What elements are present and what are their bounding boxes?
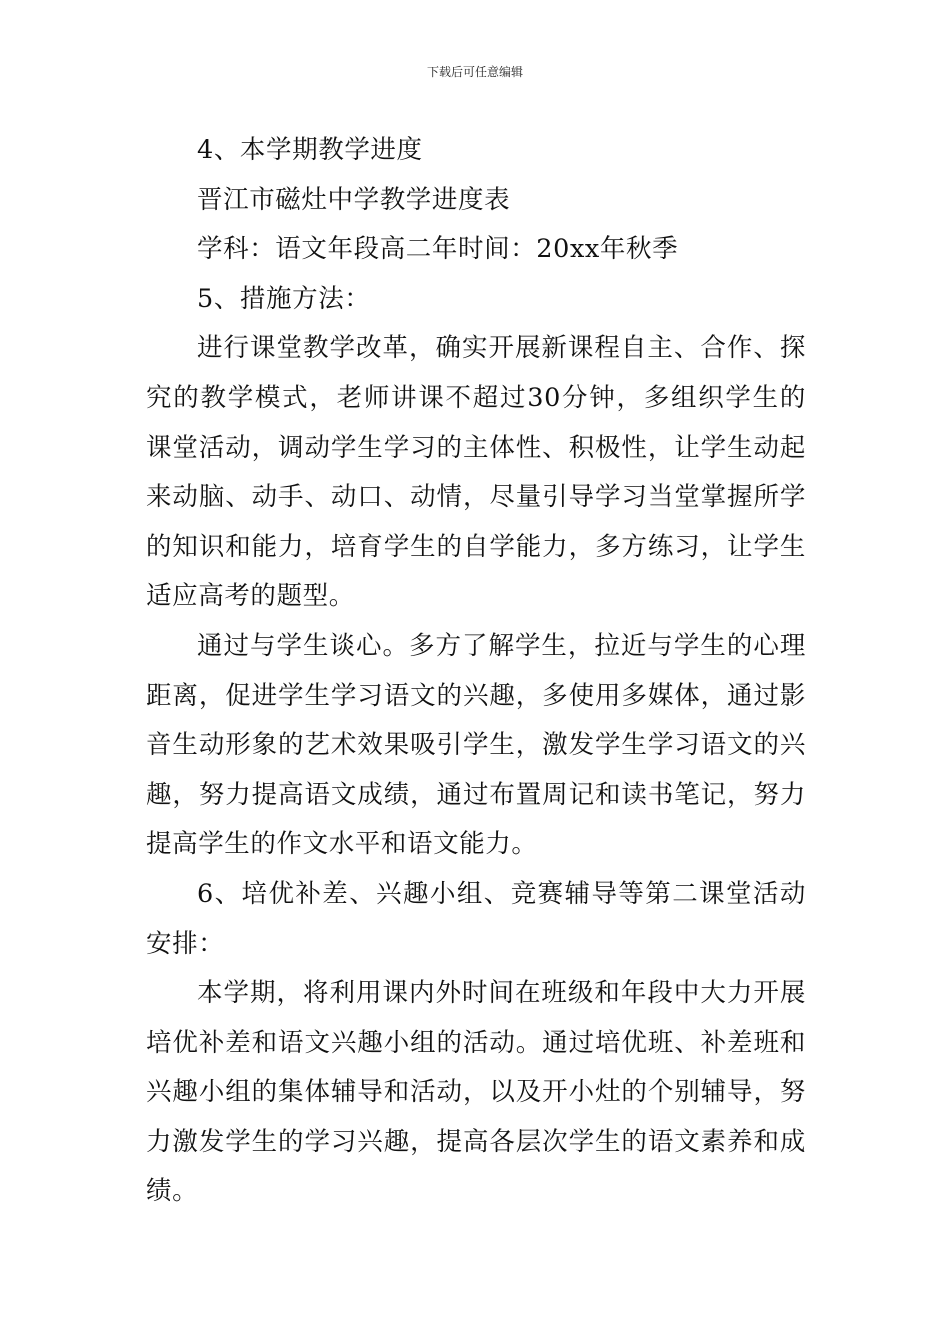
- methods-paragraph-interest: 通过与学生谈心。多方了解学生，拉近与学生的心理距离，促进学生学习语文的兴趣，多使用多媒体，通过影音生动形象的艺术效果吸引学生，激发学生学习语文的兴趣，努力提高语文成绩，通过布置周记和读书笔记，努力提高学生的作文水平和语文能力。: [146, 630, 806, 860]
- document-body: [146, 126, 806, 1217]
- section-heading-progress: 4、本学期教学进度: [197, 135, 423, 165]
- header-note: 下载后可任意编辑: [426, 65, 523, 79]
- section-heading-methods: 5、措施方法：: [197, 283, 371, 314]
- activities-paragraph: 本学期，将利用课内外时间在班级和年段中大力开展培优补差和语文兴趣小组的活动。通过培优班、补差班和兴趣小组的集体辅导和活动，以及开小灶的个别辅导，努力激发学生的学习兴趣，提高各层次学生的语文素养和成绩。: [146, 978, 806, 1207]
- subject-info-line: 学科：语文年段高二年时间：20xx年秋季: [197, 234, 679, 265]
- methods-paragraph-reform: 进行课堂教学改革，确实开展新课程自主、合作、探究的教学模式，老师讲课不超过30分钟，多组织学生的课堂活动，调动学生学习的主体性、积极性，让学生动起来动脑、动手、动口、动情，尽量引导学习当堂掌握所学的知识和能力，培育学生的自学能力，多方练习，让学生适应高考的题型。: [146, 333, 806, 612]
- section-heading-activities: 6、培优补差、兴趣小组、竞赛辅导等第二课堂活动安排：: [146, 878, 806, 959]
- progress-table-title: 晋江市磁灶中学教学进度表: [197, 184, 511, 215]
